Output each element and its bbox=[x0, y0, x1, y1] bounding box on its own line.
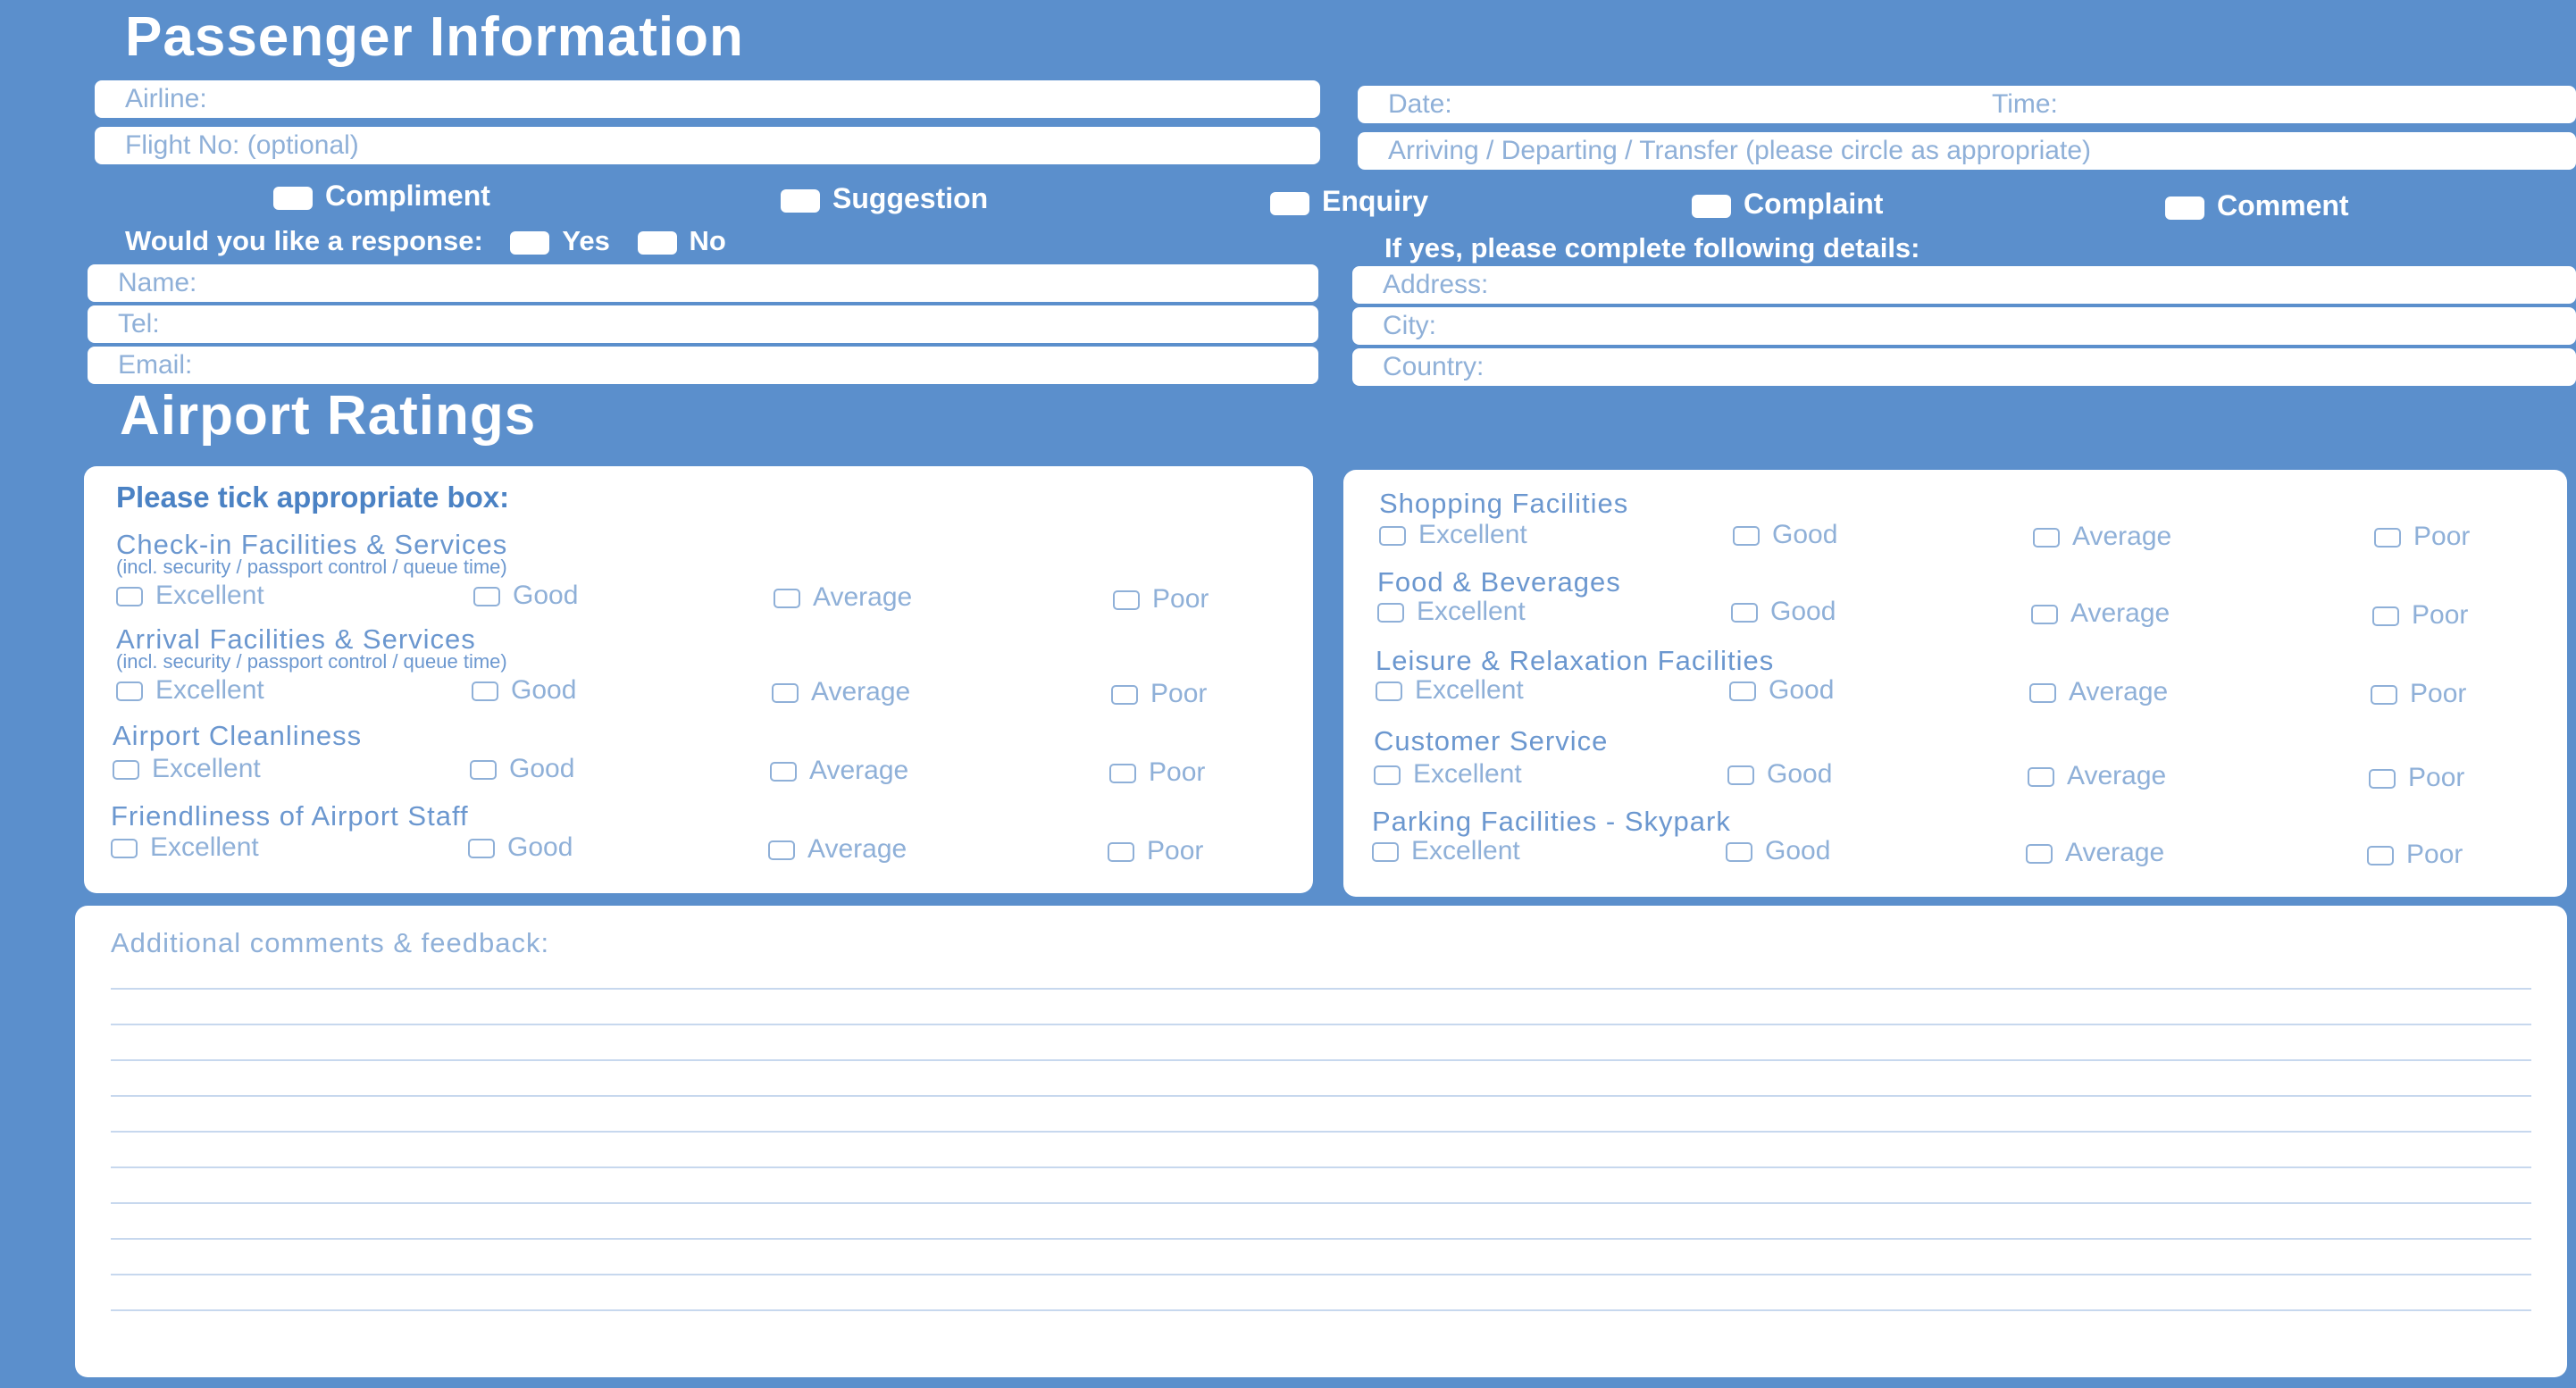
food-beverages-label: Food & Beverages bbox=[1377, 566, 1621, 598]
leisure-good-option[interactable] bbox=[1729, 675, 1834, 706]
poor-label: Poor bbox=[2412, 600, 2469, 630]
comment-line bbox=[111, 988, 2531, 990]
service-average-checkbox[interactable] bbox=[2028, 767, 2054, 787]
food-poor-option[interactable] bbox=[2372, 600, 2468, 631]
date-time-field[interactable] bbox=[1358, 86, 2576, 123]
parking-poor-checkbox[interactable] bbox=[2367, 846, 2394, 865]
arriving-departing-transfer-field[interactable] bbox=[1358, 132, 2576, 170]
leisure-relaxation-label: Leisure & Relaxation Facilities bbox=[1376, 645, 1775, 676]
cleanliness-poor-option[interactable] bbox=[1109, 757, 1205, 788]
staff-average-option[interactable] bbox=[768, 834, 907, 865]
comment-line bbox=[111, 1202, 2531, 1204]
suggestion-checkbox[interactable] bbox=[781, 189, 820, 213]
country-field[interactable] bbox=[1352, 348, 2576, 386]
airport-ratings-heading: Airport Ratings bbox=[120, 385, 537, 447]
arrival-facilities-note: (incl. security / passport control / queue time) bbox=[116, 650, 507, 673]
comments-panel[interactable] bbox=[75, 906, 2567, 1377]
comment-line bbox=[111, 1059, 2531, 1061]
parking-average-checkbox[interactable] bbox=[2026, 844, 2053, 864]
date-label: Date: bbox=[1388, 89, 1452, 119]
compliment-checkbox[interactable] bbox=[273, 187, 313, 210]
shopping-good-checkbox[interactable] bbox=[1733, 526, 1760, 546]
comment-line bbox=[111, 1274, 2531, 1275]
leisure-excellent-checkbox[interactable] bbox=[1376, 681, 1402, 701]
comment-option[interactable] bbox=[2165, 189, 2349, 222]
time-label: Time: bbox=[1992, 89, 2058, 119]
cleanliness-good-checkbox[interactable] bbox=[470, 760, 497, 780]
arriving-departing-transfer-label: Arriving / Departing / Transfer (please circle as appropriate) bbox=[1388, 136, 2092, 165]
no-checkbox[interactable] bbox=[638, 231, 677, 255]
good-label: Good bbox=[1767, 759, 1833, 789]
cleanliness-average-checkbox[interactable] bbox=[770, 762, 797, 782]
airport-cleanliness-label: Airport Cleanliness bbox=[113, 720, 363, 751]
staff-good-option[interactable] bbox=[468, 832, 573, 863]
average-label: Average bbox=[813, 582, 913, 612]
average-label: Average bbox=[2072, 522, 2172, 551]
parking-facilities-label: Parking Facilities - Skypark bbox=[1372, 806, 1731, 837]
arrival-excellent-option[interactable] bbox=[116, 675, 264, 706]
excellent-label: Excellent bbox=[155, 675, 264, 705]
shopping-excellent-option[interactable] bbox=[1379, 520, 1527, 550]
checkin-good-option[interactable] bbox=[473, 581, 578, 611]
staff-excellent-option[interactable] bbox=[111, 832, 259, 863]
passenger-information-heading: Passenger Information bbox=[125, 6, 744, 68]
enquiry-checkbox[interactable] bbox=[1270, 192, 1309, 215]
good-label: Good bbox=[1772, 520, 1838, 549]
average-label: Average bbox=[811, 677, 911, 707]
comment-line bbox=[111, 1095, 2531, 1097]
response-question bbox=[125, 225, 726, 257]
compliment-label: Compliment bbox=[325, 180, 490, 212]
arrival-poor-option[interactable] bbox=[1111, 679, 1207, 709]
city-field[interactable] bbox=[1352, 307, 2576, 345]
arrival-good-checkbox[interactable] bbox=[472, 681, 498, 701]
country-label: Country: bbox=[1383, 352, 1485, 381]
leisure-poor-checkbox[interactable] bbox=[2371, 685, 2397, 705]
poor-label: Poor bbox=[2406, 840, 2463, 869]
checkin-excellent-option[interactable] bbox=[116, 581, 264, 611]
if-yes-instruction: If yes, please complete following details: bbox=[1384, 232, 1920, 263]
enquiry-label: Enquiry bbox=[1322, 185, 1429, 217]
comments-label: Additional comments & feedback: bbox=[111, 927, 550, 958]
good-label: Good bbox=[511, 675, 577, 705]
checkin-facilities-note: (incl. security / passport control / queue time) bbox=[116, 556, 507, 578]
good-label: Good bbox=[1765, 836, 1831, 865]
food-good-checkbox[interactable] bbox=[1731, 603, 1758, 623]
arrival-average-checkbox[interactable] bbox=[772, 683, 799, 703]
service-excellent-checkbox[interactable] bbox=[1374, 765, 1401, 785]
compliment-option[interactable] bbox=[273, 180, 490, 213]
excellent-label: Excellent bbox=[1418, 520, 1527, 549]
cleanliness-average-option[interactable] bbox=[770, 756, 908, 786]
complaint-label: Complaint bbox=[1744, 188, 1884, 220]
good-label: Good bbox=[1770, 597, 1836, 626]
complaint-checkbox[interactable] bbox=[1692, 195, 1731, 218]
email-label: Email: bbox=[118, 350, 193, 380]
tick-instruction: Please tick appropriate box: bbox=[116, 481, 510, 514]
address-field[interactable] bbox=[1352, 266, 2576, 304]
shopping-poor-option[interactable] bbox=[2374, 522, 2470, 552]
average-label: Average bbox=[2065, 838, 2165, 867]
good-label: Good bbox=[513, 581, 579, 610]
shopping-poor-checkbox[interactable] bbox=[2374, 528, 2401, 548]
no-label: No bbox=[689, 225, 726, 256]
tel-field[interactable] bbox=[88, 305, 1318, 343]
arrival-excellent-checkbox[interactable] bbox=[116, 681, 143, 701]
service-good-option[interactable] bbox=[1727, 759, 1832, 790]
comment-line bbox=[111, 1309, 2531, 1311]
service-poor-checkbox[interactable] bbox=[2369, 769, 2396, 789]
food-average-checkbox[interactable] bbox=[2031, 605, 2058, 624]
comment-checkbox[interactable] bbox=[2165, 196, 2204, 220]
parking-excellent-checkbox[interactable] bbox=[1372, 842, 1399, 862]
comment-line bbox=[111, 1131, 2531, 1133]
city-label: City: bbox=[1383, 311, 1436, 340]
poor-label: Poor bbox=[1150, 679, 1208, 708]
poor-label: Poor bbox=[2410, 679, 2467, 708]
arrival-poor-checkbox[interactable] bbox=[1111, 685, 1138, 705]
yes-label: Yes bbox=[562, 225, 610, 256]
leisure-excellent-option[interactable] bbox=[1376, 675, 1524, 706]
good-label: Good bbox=[1769, 675, 1835, 705]
parking-good-option[interactable] bbox=[1726, 836, 1830, 866]
poor-label: Poor bbox=[1152, 584, 1209, 614]
excellent-label: Excellent bbox=[150, 832, 259, 862]
shopping-facilities-label: Shopping Facilities bbox=[1379, 488, 1629, 519]
excellent-label: Excellent bbox=[1413, 759, 1522, 789]
food-average-option[interactable] bbox=[2031, 598, 2170, 629]
service-excellent-option[interactable] bbox=[1374, 759, 1522, 790]
checkin-poor-option[interactable] bbox=[1113, 584, 1209, 615]
name-label: Name: bbox=[118, 268, 197, 297]
excellent-label: Excellent bbox=[1417, 597, 1526, 626]
staff-poor-option[interactable] bbox=[1108, 836, 1203, 866]
comment-line bbox=[111, 1238, 2531, 1240]
parking-average-option[interactable] bbox=[2026, 838, 2164, 868]
flight-number-label: Flight No: (optional) bbox=[125, 130, 359, 160]
excellent-label: Excellent bbox=[152, 754, 261, 783]
cleanliness-good-option[interactable] bbox=[470, 754, 574, 784]
flight-number-field[interactable] bbox=[95, 127, 1320, 164]
average-label: Average bbox=[2069, 677, 2169, 707]
service-average-option[interactable] bbox=[2028, 761, 2166, 791]
average-label: Average bbox=[809, 756, 909, 785]
food-poor-checkbox[interactable] bbox=[2372, 606, 2399, 626]
excellent-label: Excellent bbox=[1411, 836, 1520, 865]
airline-field[interactable] bbox=[95, 80, 1320, 118]
staff-average-checkbox[interactable] bbox=[768, 840, 795, 860]
checkin-poor-checkbox[interactable] bbox=[1113, 590, 1140, 610]
ratings-panel-left bbox=[84, 466, 1313, 893]
comment-line bbox=[111, 1166, 2531, 1168]
service-poor-option[interactable] bbox=[2369, 763, 2464, 793]
cleanliness-excellent-option[interactable] bbox=[113, 754, 261, 784]
checkin-excellent-checkbox[interactable] bbox=[116, 587, 143, 606]
checkin-facilities-label: Check-in Facilities & Services bbox=[116, 529, 508, 560]
complaint-option[interactable] bbox=[1692, 188, 1883, 221]
staff-excellent-checkbox[interactable] bbox=[111, 839, 138, 858]
parking-good-checkbox[interactable] bbox=[1726, 842, 1752, 862]
food-excellent-option[interactable] bbox=[1377, 597, 1526, 627]
yes-checkbox[interactable] bbox=[510, 231, 549, 255]
suggestion-label: Suggestion bbox=[832, 182, 989, 214]
food-good-option[interactable] bbox=[1731, 597, 1836, 627]
suggestion-option[interactable] bbox=[781, 182, 988, 215]
staff-friendliness-label: Friendliness of Airport Staff bbox=[111, 800, 469, 832]
ratings-panel-right bbox=[1343, 470, 2567, 897]
food-excellent-checkbox[interactable] bbox=[1377, 603, 1404, 623]
leisure-average-option[interactable] bbox=[2029, 677, 2168, 707]
parking-excellent-option[interactable] bbox=[1372, 836, 1520, 866]
parking-poor-option[interactable] bbox=[2367, 840, 2463, 870]
poor-label: Poor bbox=[1149, 757, 1206, 787]
comment-label: Comment bbox=[2217, 189, 2349, 222]
name-field[interactable] bbox=[88, 264, 1318, 302]
average-label: Average bbox=[807, 834, 907, 864]
shopping-average-option[interactable] bbox=[2033, 522, 2171, 552]
shopping-excellent-checkbox[interactable] bbox=[1379, 526, 1406, 546]
good-label: Good bbox=[507, 832, 573, 862]
excellent-label: Excellent bbox=[155, 581, 264, 610]
checkin-average-option[interactable] bbox=[774, 582, 912, 613]
address-label: Address: bbox=[1383, 270, 1489, 299]
comment-line bbox=[111, 1024, 2531, 1025]
checkin-average-checkbox[interactable] bbox=[774, 589, 800, 608]
customer-service-label: Customer Service bbox=[1374, 725, 1609, 757]
arrival-facilities-label: Arrival Facilities & Services bbox=[116, 623, 476, 655]
cleanliness-excellent-checkbox[interactable] bbox=[113, 760, 139, 780]
excellent-label: Excellent bbox=[1415, 675, 1524, 705]
service-good-checkbox[interactable] bbox=[1727, 765, 1754, 785]
airline-label: Airline: bbox=[125, 84, 207, 113]
poor-label: Poor bbox=[2413, 522, 2471, 551]
shopping-average-checkbox[interactable] bbox=[2033, 528, 2060, 548]
shopping-good-option[interactable] bbox=[1733, 520, 1837, 550]
email-field[interactable] bbox=[88, 347, 1318, 384]
response-question-label: Would you like a response: bbox=[125, 225, 483, 256]
tel-label: Tel: bbox=[118, 309, 160, 339]
staff-poor-checkbox[interactable] bbox=[1108, 842, 1134, 862]
good-label: Good bbox=[509, 754, 575, 783]
average-label: Average bbox=[2067, 761, 2167, 790]
enquiry-option[interactable] bbox=[1270, 185, 1428, 218]
arrival-average-option[interactable] bbox=[772, 677, 910, 707]
poor-label: Poor bbox=[2408, 763, 2465, 792]
cleanliness-poor-checkbox[interactable] bbox=[1109, 764, 1136, 783]
average-label: Average bbox=[2070, 598, 2170, 628]
leisure-poor-option[interactable] bbox=[2371, 679, 2466, 709]
staff-good-checkbox[interactable] bbox=[468, 839, 495, 858]
arrival-good-option[interactable] bbox=[472, 675, 576, 706]
poor-label: Poor bbox=[1147, 836, 1204, 865]
leisure-good-checkbox[interactable] bbox=[1729, 681, 1756, 701]
checkin-good-checkbox[interactable] bbox=[473, 587, 500, 606]
leisure-average-checkbox[interactable] bbox=[2029, 683, 2056, 703]
